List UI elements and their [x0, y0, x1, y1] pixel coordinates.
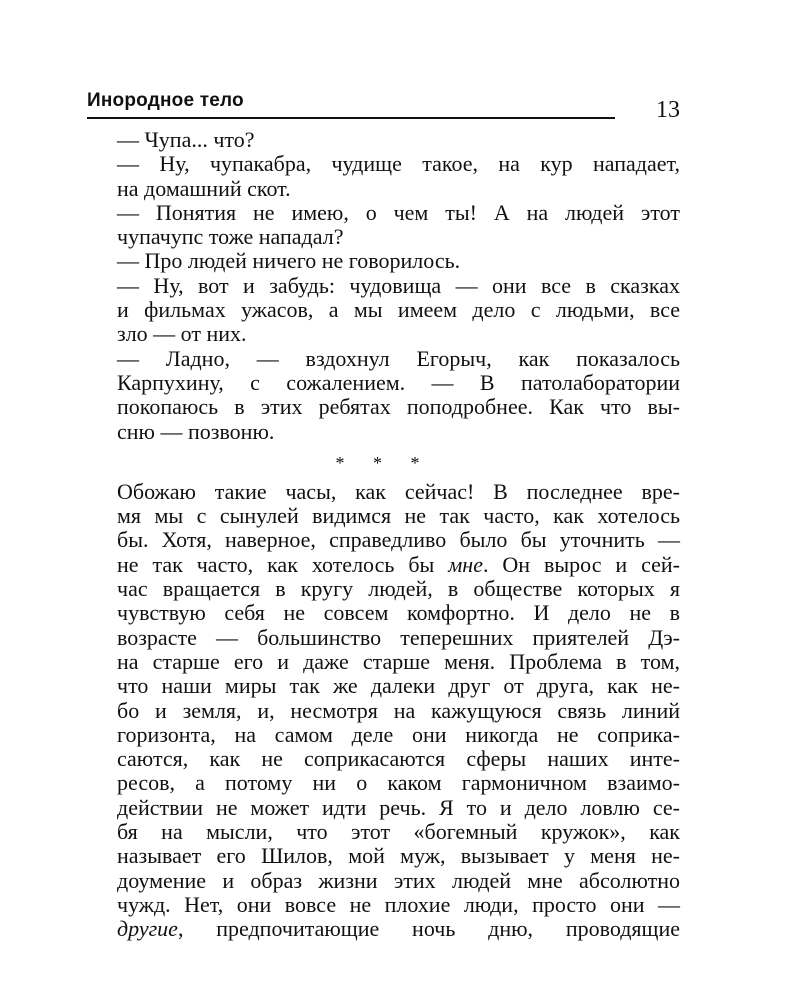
text-line: и фильмах ужасов, а мы имеем дело с людьми, все — [117, 297, 680, 323]
dialogue-paragraph — [87, 274, 680, 347]
header-rule — [87, 117, 615, 119]
text-line: — Понятия не имею, о чем ты! А на людей этот — [117, 199, 680, 225]
text-line: ресов, а потому ни о каком гармоничном взаимо- — [117, 770, 680, 796]
text-line — [87, 553, 680, 577]
text-line: покопаюсь в этих ребятах поподробнее. Как что вы- — [117, 394, 680, 420]
text-line: на домашний скот. — [117, 175, 291, 201]
text-line: горизонта, на самом деле они никогда не соприка- — [117, 721, 680, 747]
text-line — [87, 917, 680, 941]
text-line: что наши миры так же далеки друг от друга, как не- — [117, 673, 680, 699]
dialogue-paragraph — [87, 128, 680, 152]
page-number: 13 — [656, 97, 680, 123]
dialogue-paragraph — [87, 201, 680, 250]
text-line: возрасте — большинство теперешних приятелей Дэ- — [117, 624, 680, 650]
text-fragment: . Он вырос и сей- — [482, 551, 680, 577]
text-line: саются, как не соприкасаются сферы наших инте- — [117, 746, 680, 772]
text-line: сню — позвоню. — [117, 418, 275, 444]
text-line: доумение и образ жизни этих людей мне абсолютно — [117, 867, 680, 893]
text-line: бы. Хотя, наверное, справедливо было бы уточнить — — [117, 527, 680, 553]
section-separator: * * * — [335, 452, 432, 473]
text-line: — Ну, чупакабра, чудище такое, на кур нападает, — [117, 151, 680, 177]
dialogue-paragraph — [87, 152, 680, 201]
text-line: — Чупа... что? — [117, 127, 255, 152]
running-title: Инородное тело — [87, 90, 244, 111]
text-line: — Про людей ничего не говорилось. — [117, 248, 461, 274]
text-line: чупачупс тоже нападал? — [117, 224, 344, 250]
text-line: называет его Шилов, мой муж, вызывает у меня не- — [117, 843, 680, 869]
narrative-paragraph — [87, 480, 680, 942]
text-line: зло — от них. — [117, 321, 247, 347]
text-line: чувствую себя не совсем комфортно. И дело не в — [117, 600, 680, 626]
body-text — [87, 128, 680, 942]
dialogue-block — [87, 128, 680, 444]
text-line: бо и земля, и, несмотря на кажущуюся связь линий — [117, 697, 680, 723]
text-line: Обожаю такие часы, как сейчас! В последнее вре- — [117, 478, 680, 504]
text-fragment: не так часто, как хотелось бы — [117, 551, 449, 577]
dialogue-paragraph — [87, 347, 680, 444]
text-line: бя на мысли, что этот «богемный кружок», как — [117, 819, 680, 845]
text-line: — Ладно, — вздохнул Егорыч, как показалось — [117, 345, 680, 371]
text-line: действии не может идти речь. Я то и дело ловлю се- — [117, 794, 680, 820]
text-fragment: , предпочитающие ночь дню, проводящие — [177, 916, 680, 942]
emphasis: мне — [448, 551, 483, 577]
text-line: чужд. Нет, они вовсе не плохие люди, просто они — — [117, 891, 680, 917]
text-line: мя мы с сынулей видимся не так часто, как хотелось — [117, 503, 680, 529]
text-line: Карпухину, с сожалением. — В патолаборатории — [117, 369, 680, 395]
dialogue-paragraph — [87, 249, 680, 273]
emphasis: другие — [117, 916, 178, 942]
text-line: на старше его и даже старше меня. Проблема в том, — [117, 648, 680, 674]
text-line: — Ну, вот и забудь: чудовища — они все в сказках — [117, 272, 680, 298]
text-line: час вращается в кругу людей, в обществе которых я — [117, 576, 680, 602]
